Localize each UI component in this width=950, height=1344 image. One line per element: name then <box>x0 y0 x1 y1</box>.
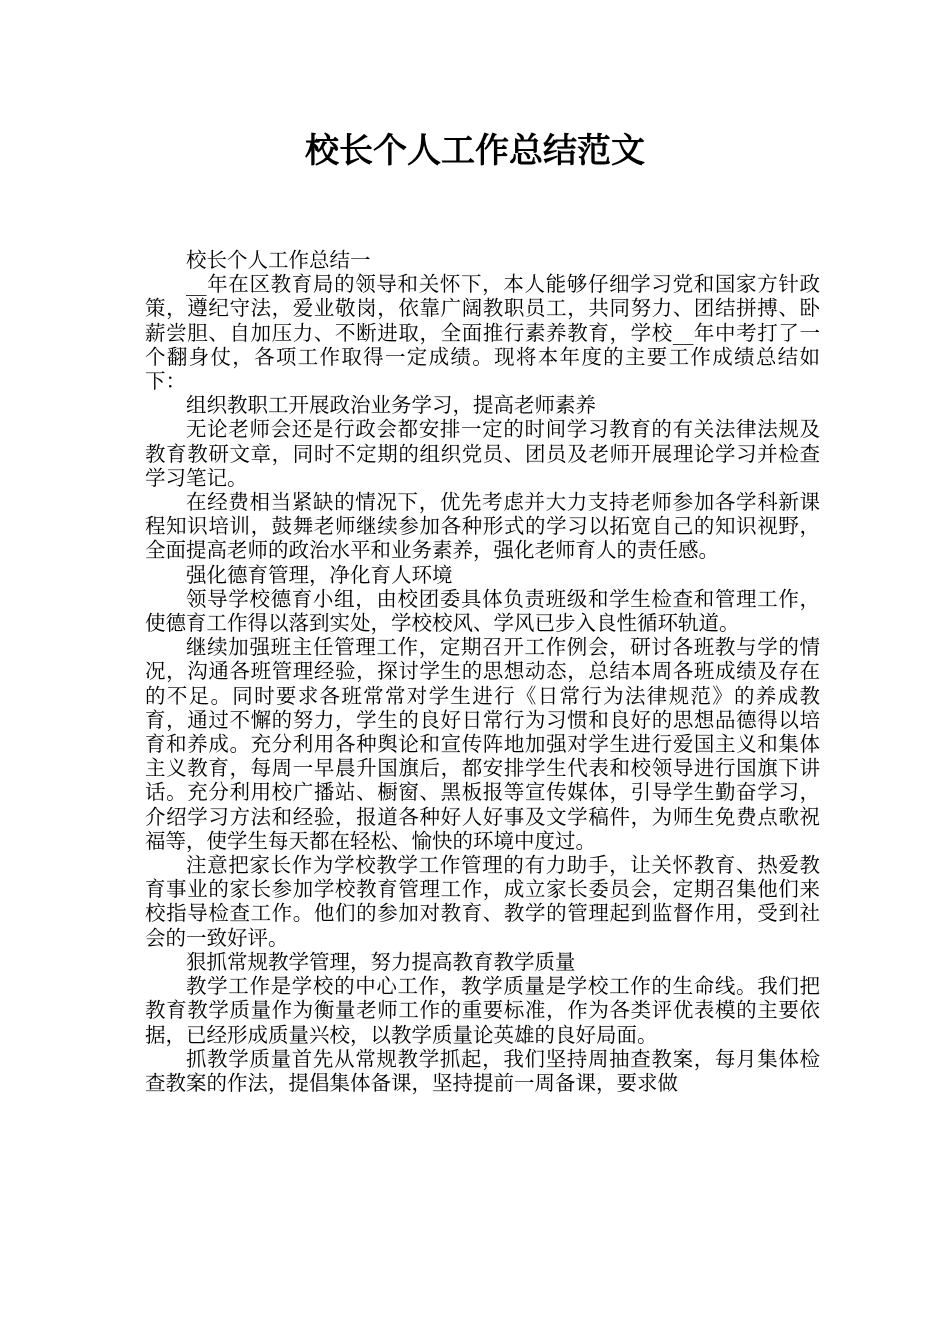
body-paragraph: 无论老师会还是行政会都安排一定的时间学习教育的有关法律法规及教育教研文章，同时不定期的组织党员、团员及老师开展理论学习并检查学习笔记。 <box>145 417 820 490</box>
section-heading: 校长个人工作总结一 <box>186 248 371 272</box>
body-paragraph: 领导学校德育小组，由校团委具体负责班级和学生检查和管理工作，使德育工作得以落到实处，学校校风、学风已步入良性循环轨道。 <box>145 586 820 636</box>
section-heading: 强化德育管理，净化育人环境 <box>186 562 453 587</box>
body-paragraph: 教学工作是学校的中心工作，教学质量是学校工作的生命线。我们把教育教学质量作为衡量老师工作的重要标准，作为各类评优表模的主要依据，已经形成质量兴校，以教学质量论英雄的良好局面。 <box>145 974 820 1047</box>
document-body <box>145 248 820 1095</box>
section-heading: 狠抓常规教学管理，努力提高教育教学质量 <box>186 949 576 974</box>
body-paragraph: __年在区教育局的领导和关怀下，本人能够仔细学习党和国家方针政策，遵纪守法，爱业敬岗，依靠广阔教职员工，共同努力、团结拼搏、卧薪尝胆、自加压力、不断进取，全面推行素养教育，学校__年中考打了一个翻身仗，各项工作取得一定成绩。现将本年度的主要工作成绩总结如下： <box>145 272 820 394</box>
document-title: 校长个人工作总结范文 <box>305 131 645 171</box>
body-paragraph: 继续加强班主任管理工作，定期召开工作例会，研讨各班教与学的情况，沟通各班管理经验，探讨学生的思想动态，总结本周各班成绩及存在的不足。同时要求各班常常对学生进行《日常行为法律规范》的养成教育，通过不懈的努力，学生的良好日常行为习惯和良好的思想品德得以培育和养成。充分利用各种舆论和宣传阵地加强对学生进行爱国主义和集体主义教育，每周一早晨升国旗后，都安排学生代表和校领导进行国旗下讲话。充分利用校广播站、橱窗、黑板报等宣传媒体，引导学生勤奋学习，介绍学习方法和经验，报道各种好人好事及文学稿件，为师生免费点歌祝福等，使学生每天都在轻松、愉快的环境中度过。 <box>145 635 820 853</box>
body-paragraph: 注意把家长作为学校教学工作管理的有力助手，让关怀教育、热爱教育事业的家长参加学校教育管理工作，成立家长委员会，定期召集他们来校指导检查工作。他们的参加对教育、教学的管理起到监督作用，受到社会的一致好评。 <box>145 853 820 950</box>
body-paragraph: 抓教学质量首先从常规教学抓起，我们坚持周抽查教案，每月集体检查教案的作法，提倡集体备课，坚持提前一周备课，要求做 <box>145 1046 820 1095</box>
body-paragraph: 在经费相当紧缺的情况下，优先考虑并大力支持老师参加各学科新课程知识培训，鼓舞老师继续参加各种形式的学习以拓宽自己的知识视野，全面提高老师的政治水平和业务素养，强化老师育人的责任感。 <box>145 490 820 563</box>
section-heading: 组织教职工开展政治业务学习，提高老师素养 <box>186 393 596 418</box>
